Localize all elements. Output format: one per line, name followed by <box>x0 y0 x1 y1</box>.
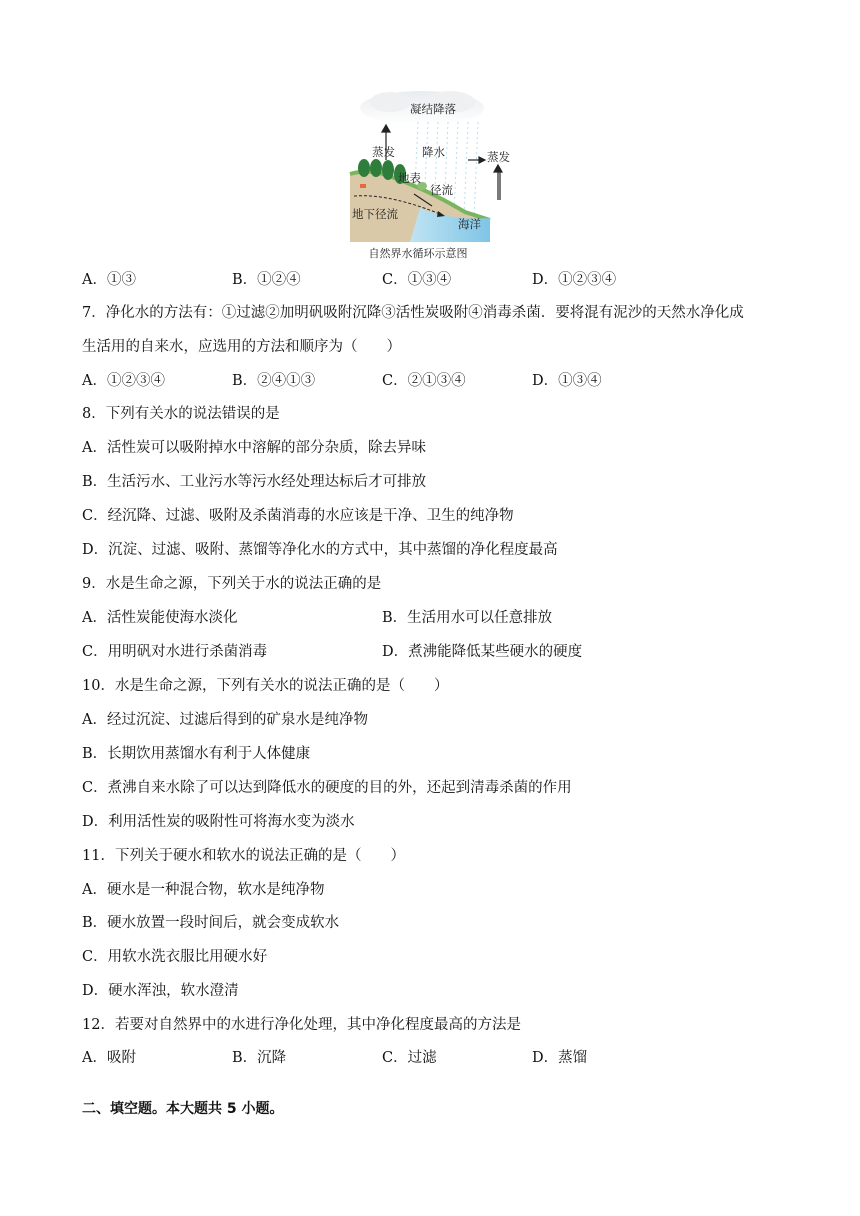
q9-option-a[interactable]: A．活性炭能使海水淡化 <box>82 610 238 626</box>
q6-option-a[interactable]: A．①③ <box>82 272 136 288</box>
q8-option-a[interactable]: A．活性炭可以吸附掉水中溶解的部分杂质，除去异味 <box>82 440 426 456</box>
q7-option-a[interactable]: A．①②③④ <box>82 373 165 389</box>
q8-option-c[interactable]: C．经沉降、过滤、吸附及杀菌消毒的水应该是干净、卫生的纯净物 <box>82 508 514 524</box>
house-icon <box>360 184 366 188</box>
figure-caption: 自然界水循环示意图 <box>368 247 468 260</box>
label-evaporate-right: 蒸发 <box>487 150 510 164</box>
q11-option-b[interactable]: B．硬水放置一段时间后，就会变成软水 <box>82 915 340 931</box>
section-heading-fill-in: 二、填空题。本大题共 5 小题。 <box>82 1101 284 1117</box>
label-precipitation: 降水 <box>422 145 445 159</box>
q6-option-c[interactable]: C．①③④ <box>382 272 452 288</box>
label-evaporate-left: 蒸发 <box>372 145 395 159</box>
q10-stem: 10．水是生命之源，下列有关水的说法正确的是（ ） <box>82 678 449 694</box>
q10-option-b[interactable]: B．长期饮用蒸馏水有利于人体健康 <box>82 746 311 762</box>
q12-option-b[interactable]: B．沉降 <box>232 1050 287 1066</box>
label-surface: 地表 <box>398 171 421 185</box>
q7-stem-line2: 生活用的自来水，应选用的方法和顺序为（ ） <box>82 339 401 355</box>
label-ocean: 海洋 <box>458 217 481 231</box>
q12-option-c[interactable]: C．过滤 <box>382 1050 437 1066</box>
q12-option-a[interactable]: A．吸附 <box>82 1050 136 1066</box>
q7-option-c[interactable]: C．②①③④ <box>382 373 466 389</box>
q8-option-b[interactable]: B．生活污水、工业污水等污水经处理达标后才可排放 <box>82 474 427 490</box>
q10-option-c[interactable]: C．煮沸自来水除了可以达到降低水的硬度的目的外，还起到清毒杀菌的作用 <box>82 780 572 796</box>
q9-option-d[interactable]: D．煮沸能降低某些硬水的硬度 <box>382 644 583 660</box>
q7-option-b[interactable]: B．②④①③ <box>232 373 316 389</box>
q7-option-d[interactable]: D．①③④ <box>532 373 602 389</box>
q9-option-c[interactable]: C．用明矾对水进行杀菌消毒 <box>82 644 268 660</box>
label-runoff: 径流 <box>430 183 453 197</box>
label-condense: 凝结降落 <box>410 102 456 116</box>
q12-stem: 12．若要对自然界中的水进行净化处理，其中净化程度最高的方法是 <box>82 1017 521 1033</box>
q12-option-d[interactable]: D．蒸馏 <box>532 1050 588 1066</box>
q10-option-d[interactable]: D．利用活性炭的吸附性可将海水变为淡水 <box>82 814 355 830</box>
q6-option-b[interactable]: B．①②④ <box>232 272 301 288</box>
q11-stem: 11．下列关于硬水和软水的说法正确的是（ ） <box>82 848 405 864</box>
q8-option-d[interactable]: D．沉淀、过滤、吸附、蒸馏等净化水的方式中，其中蒸馏的净化程度最高 <box>82 542 558 558</box>
water-cycle-diagram <box>350 90 510 260</box>
q7-stem-line1: 7．净化水的方法有：①过滤②加明矾吸附沉降③活性炭吸附④消毒杀菌．要将混有泥沙的天然水净化成 <box>82 305 744 321</box>
label-groundwater: 地下径流 <box>352 207 398 221</box>
q9-option-b[interactable]: B．生活用水可以任意排放 <box>382 610 553 626</box>
q9-stem: 9．水是生命之源，下列关于水的说法正确的是 <box>82 576 382 592</box>
q11-option-a[interactable]: A．硬水是一种混合物，软水是纯净物 <box>82 882 325 898</box>
q11-option-c[interactable]: C．用软水洗衣服比用硬水好 <box>82 949 268 965</box>
q8-stem: 8．下列有关水的说法错误的是 <box>82 406 280 422</box>
q11-option-d[interactable]: D．硬水浑浊，软水澄清 <box>82 983 239 999</box>
q6-option-d[interactable]: D．①②③④ <box>532 272 617 288</box>
q10-option-a[interactable]: A．经过沉淀、过滤后得到的矿泉水是纯净物 <box>82 712 368 728</box>
